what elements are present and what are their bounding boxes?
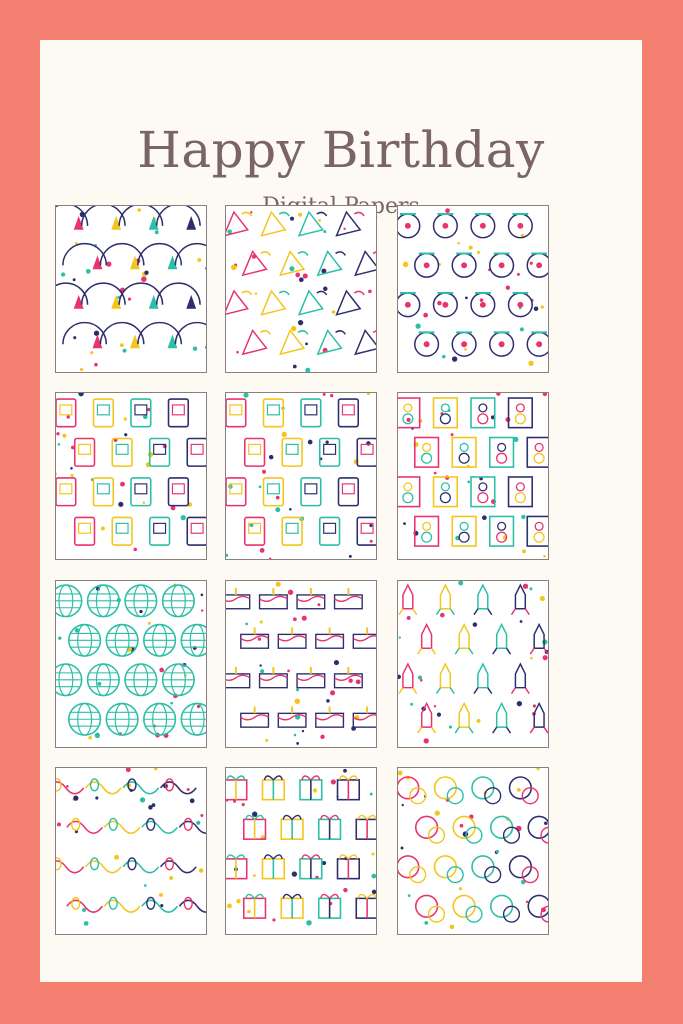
poster-title: Happy Birthday [137, 121, 545, 179]
gifts-paper [225, 767, 377, 935]
speakers-paper-pattern [398, 393, 548, 559]
garlands-paper [55, 767, 207, 935]
speakers-paper [397, 392, 549, 560]
clowns-paper [397, 205, 549, 373]
cakes-paper-pattern [226, 581, 376, 747]
party-balloons-paper [55, 205, 207, 373]
rings-paper [397, 767, 549, 935]
disco-balls-paper [55, 580, 207, 748]
phones-paper-pattern [56, 393, 206, 559]
party-horns-paper-pattern [226, 206, 376, 372]
poster-subtitle: Papers [343, 194, 420, 219]
cakes-paper [225, 580, 377, 748]
party-balloons-paper-pattern [56, 206, 206, 372]
cards-paper-pattern [226, 393, 376, 559]
clowns-paper-pattern [398, 206, 548, 372]
rockets-paper-pattern [398, 581, 548, 747]
gifts-paper-pattern [226, 768, 376, 934]
party-horns-paper [225, 205, 377, 373]
cards-paper [225, 392, 377, 560]
poster-card [40, 40, 642, 982]
phones-paper [55, 392, 207, 560]
garlands-paper-pattern [56, 768, 206, 934]
rings-paper-pattern [398, 768, 548, 934]
disco-balls-paper-pattern [56, 581, 206, 747]
rockets-paper [397, 580, 549, 748]
